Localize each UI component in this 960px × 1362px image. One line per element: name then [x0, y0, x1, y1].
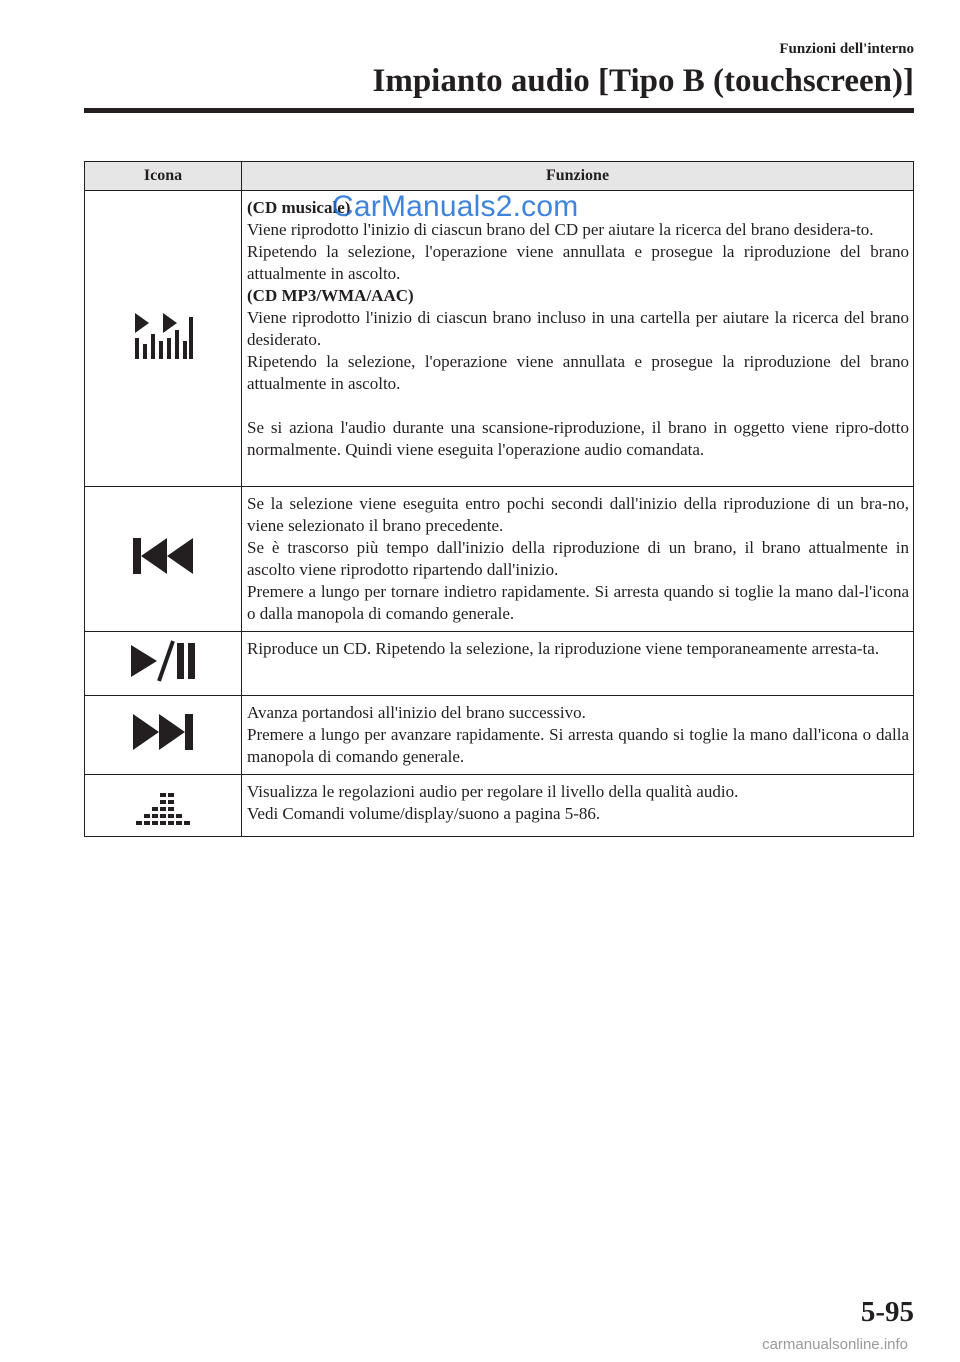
- paragraph: Riproduce un CD. Ripetendo la selezione, la riproduzione viene temporaneamente arresta-ta.: [247, 639, 880, 658]
- column-header-function: Funzione: [242, 162, 914, 191]
- function-description: [242, 775, 914, 837]
- icon-cell: [85, 191, 242, 487]
- paragraph: Se è trascorso più tempo dall'inizio della riproduzione di un brano, il brano attualmente in ascolto viene riprodotto ripartendo dall'inizio.: [247, 538, 909, 579]
- function-description: [242, 696, 914, 775]
- table-row: [85, 775, 914, 837]
- paragraph: Visualizza le regolazioni audio per regolare il livello della qualità audio.: [247, 782, 739, 801]
- paragraph: Se la selezione viene eseguita entro pochi secondi dall'inizio della riproduzione di un bra-no, viene selezionato il brano precedente.: [247, 494, 909, 535]
- paragraph: Vedi Comandi volume/display/suono a pagina 5-86.: [247, 804, 601, 823]
- icon-cell: [85, 632, 242, 696]
- table-row: [85, 632, 914, 696]
- sub-heading: (CD MP3/WMA/AAC): [247, 286, 414, 305]
- paragraph: Premere a lungo per avanzare rapidamente. Si arresta quando si toglie la mano dall'icona o dalla manopola di comando generale.: [247, 725, 909, 766]
- icon-cell: [85, 775, 242, 837]
- paragraph: Viene riprodotto l'inizio di ciascun brano del CD per aiutare la ricerca del brano desidera-to.: [247, 220, 874, 239]
- function-description: [242, 487, 914, 632]
- column-header-icon: Icona: [85, 162, 242, 191]
- function-table: [84, 161, 914, 837]
- table-row: [85, 191, 914, 487]
- scan-icon: [133, 311, 193, 367]
- next-track-icon: [131, 712, 195, 758]
- table-row: [85, 487, 914, 632]
- sub-heading: (CD musicale): [247, 198, 351, 217]
- paragraph: Ripetendo la selezione, l'operazione viene annullata e prosegue la riproduzione del brano attualmente in ascolto.: [247, 352, 909, 393]
- table-body: [85, 191, 914, 837]
- function-description: [242, 632, 914, 696]
- function-description: [242, 191, 914, 487]
- icon-cell: [85, 696, 242, 775]
- page-title: Impianto audio [Tipo B (touchscreen)]: [372, 63, 914, 99]
- section-label: Funzioni dell'interno: [779, 41, 914, 57]
- header-rule: [84, 108, 914, 113]
- paragraph: Premere a lungo per tornare indietro rapidamente. Si arresta quando si toglie la mano dal-l'icona o dalla manopola di comando generale.: [247, 582, 909, 623]
- play-pause-icon: [129, 639, 197, 689]
- watermark-carmanualsonline[interactable]: carmanualsonline.info: [762, 1336, 908, 1353]
- page-header: [372, 40, 914, 101]
- page-number: 5-95: [860, 1296, 914, 1328]
- paragraph: Viene riprodotto l'inizio di ciascun brano incluso in una cartella per aiutare la ricerca del brano desiderato.: [247, 308, 909, 349]
- paragraph: Se si aziona l'audio durante una scansione-riproduzione, il brano in oggetto viene ripro-dotto normalmente. Quindi viene eseguita l'operazione audio comandata.: [247, 418, 909, 459]
- table-row: [85, 696, 914, 775]
- previous-track-icon: [131, 536, 195, 582]
- paragraph: Ripetendo la selezione, l'operazione viene annullata e prosegue la riproduzione del brano attualmente in ascolto.: [247, 242, 909, 283]
- icon-cell: [85, 487, 242, 632]
- sound-settings-icon: [135, 779, 191, 833]
- watermark-carmanuals2[interactable]: CarManuals2.com: [332, 190, 579, 223]
- table-header-row: [85, 162, 914, 191]
- paragraph-gap: [247, 395, 909, 417]
- paragraph: Avanza portandosi all'inizio del brano successivo.: [247, 703, 586, 722]
